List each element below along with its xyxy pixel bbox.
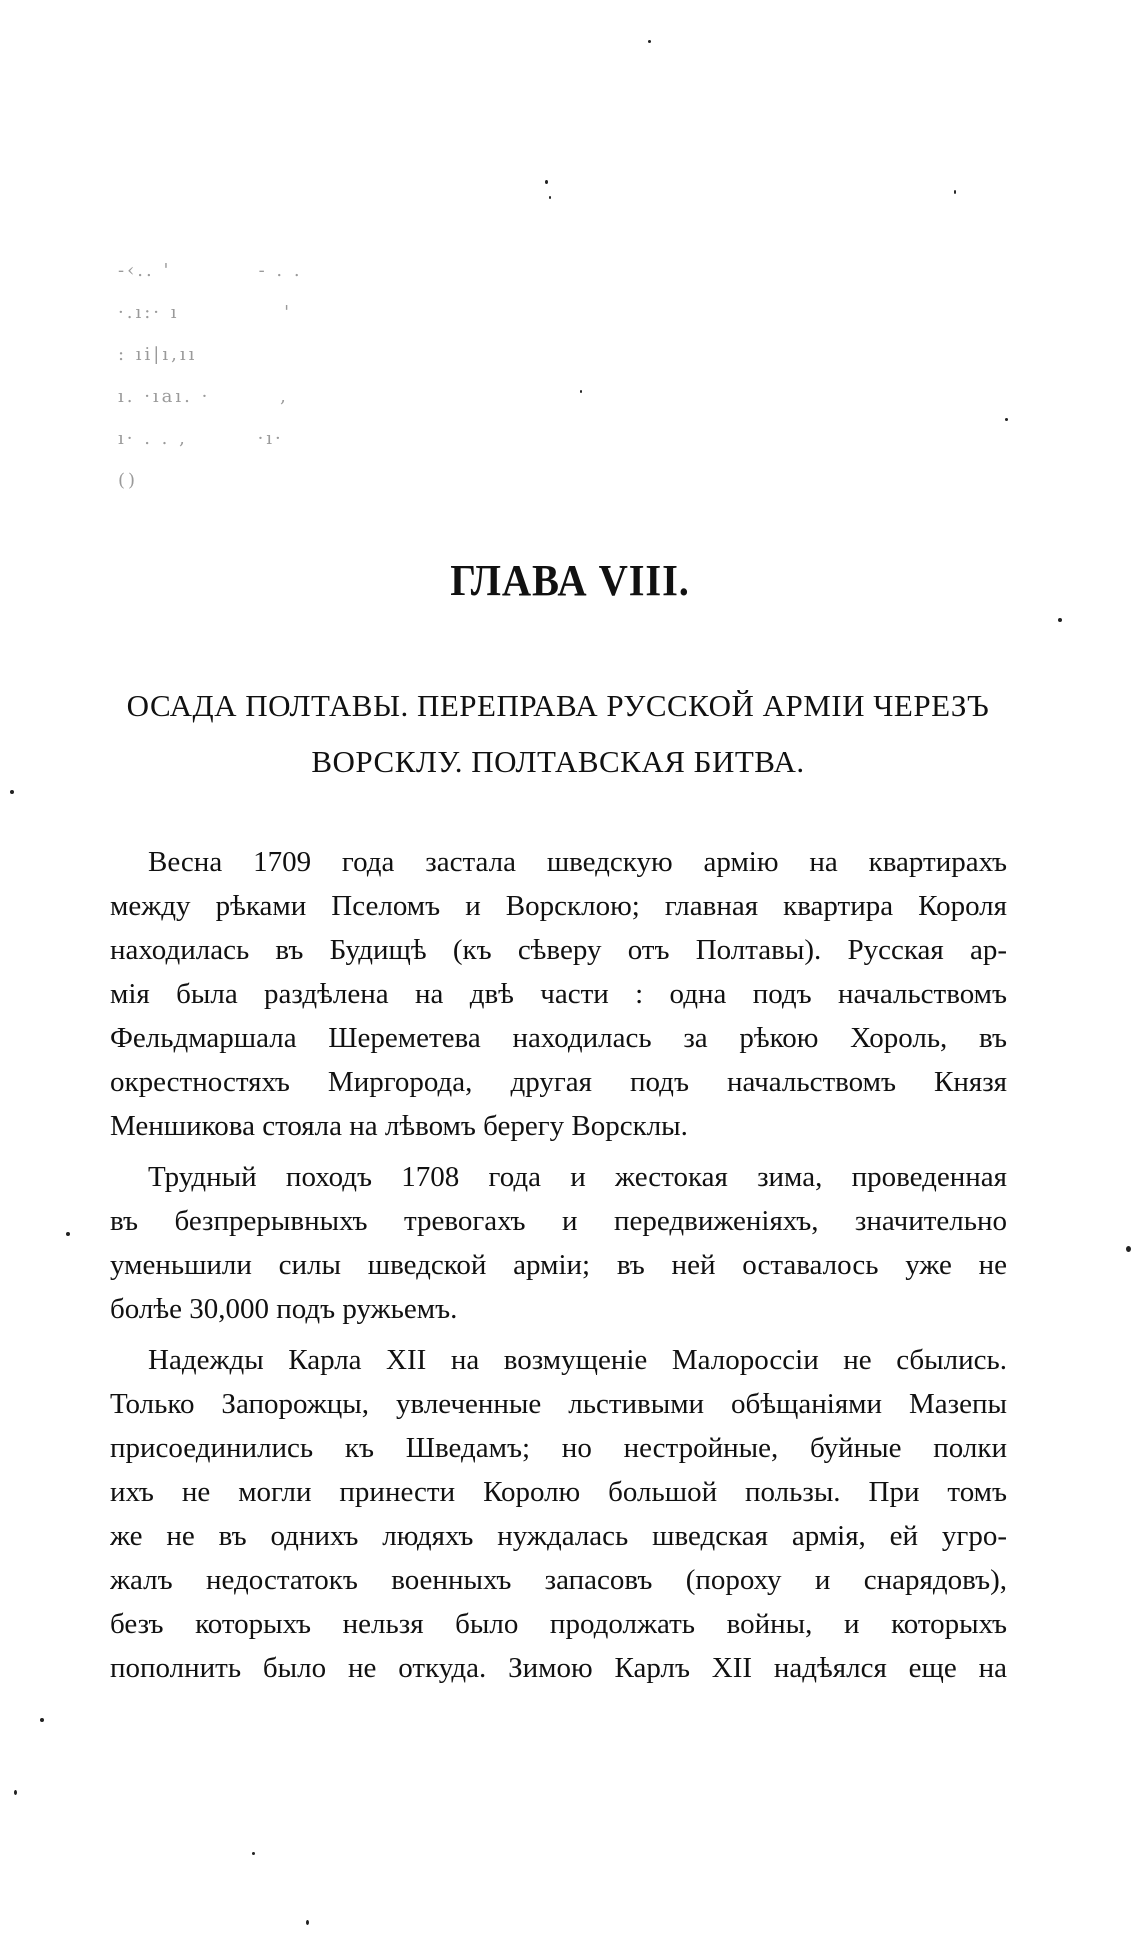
paragraph-1-line-4: мія была раздѣлена на двѣ части : одна подъ начальствомъ bbox=[110, 978, 1007, 1010]
paragraph-3-line-8: пополнить было не откуда. Зимою Карлъ XII надѣялся еще на bbox=[110, 1652, 1007, 1684]
paragraph-2-line-2: въ безпрерывныхъ тревогахъ и передвиженіяхъ, значительно bbox=[110, 1205, 1007, 1237]
paragraph-1-line-2: между рѣками Пселомъ и Ворсклою; главная квартира Короля bbox=[110, 890, 1007, 922]
body-text bbox=[110, 840, 1007, 1690]
paragraph-2-line-3: уменьшили силы шведской арміи; въ ней оставалось уже не bbox=[110, 1249, 1007, 1281]
paragraph-2-line-4: болѣе 30,000 подъ ружьемъ. bbox=[110, 1293, 458, 1325]
chapter-subtitle-line-2: ВОРСКЛУ. ПОЛТАВСКАЯ БИТВА. bbox=[311, 744, 805, 779]
paragraph-3-line-5: же не въ однихъ людяхъ нуждалась шведская армія, ей угро- bbox=[110, 1520, 1007, 1552]
paragraph-3-line-1: Надежды Карла XII на возмущеніе Малороссіи не сбылись. bbox=[148, 1344, 1007, 1376]
chapter-subtitle-line-1: ОСАДА ПОЛТАВЫ. ПЕРЕПРАВА РУССКОЙ АРМІИ ЧЕРЕЗЪ bbox=[126, 688, 990, 723]
paragraph-3-line-7: безъ которыхъ нельзя было продолжать войны, и которыхъ bbox=[110, 1608, 1007, 1640]
chapter-subtitle bbox=[108, 678, 1008, 790]
chapter-title: ГЛАВА VIII. bbox=[450, 556, 690, 605]
paragraph-3-line-4: ихъ не могли принести Королю большой пользы. При томъ bbox=[110, 1476, 1007, 1508]
paragraph-3-line-6: жалъ недостатокъ военныхъ запасовъ (пороху и снарядовъ), bbox=[110, 1564, 1007, 1596]
paragraph-3-line-3: присоединились къ Шведамъ; но нестройные, буйные полки bbox=[110, 1432, 1007, 1464]
paragraph-1-line-7: Меншикова стояла на лѣвомъ берегу Ворсклы. bbox=[110, 1110, 688, 1142]
paragraph-1-line-3: находилась въ Будищѣ (къ сѣверу отъ Полтавы). Русская ар- bbox=[110, 934, 1007, 966]
paragraph-2-line-1: Трудный походъ 1708 года и жестокая зима, проведенная bbox=[148, 1161, 1007, 1193]
bleed-through-marks: -‹.. ' - . . ·.ı:· ı ' : ıi|ı,ıı ı. ·ıaı. · , ı· . . , ·ı· () bbox=[118, 260, 303, 491]
paragraph-1-line-1: Весна 1709 года застала шведскую армію на квартирахъ bbox=[148, 846, 1007, 878]
paragraph-3-line-2: Только Запорожцы, увлеченные льстивыми обѣщаніями Мазепы bbox=[110, 1388, 1007, 1420]
paragraph-1-line-5: Фельдмаршала Шереметева находилась за рѣкою Хороль, въ bbox=[110, 1022, 1007, 1054]
paragraph-1-line-6: окрестностяхъ Миргорода, другая подъ начальствомъ Князя bbox=[110, 1066, 1007, 1098]
